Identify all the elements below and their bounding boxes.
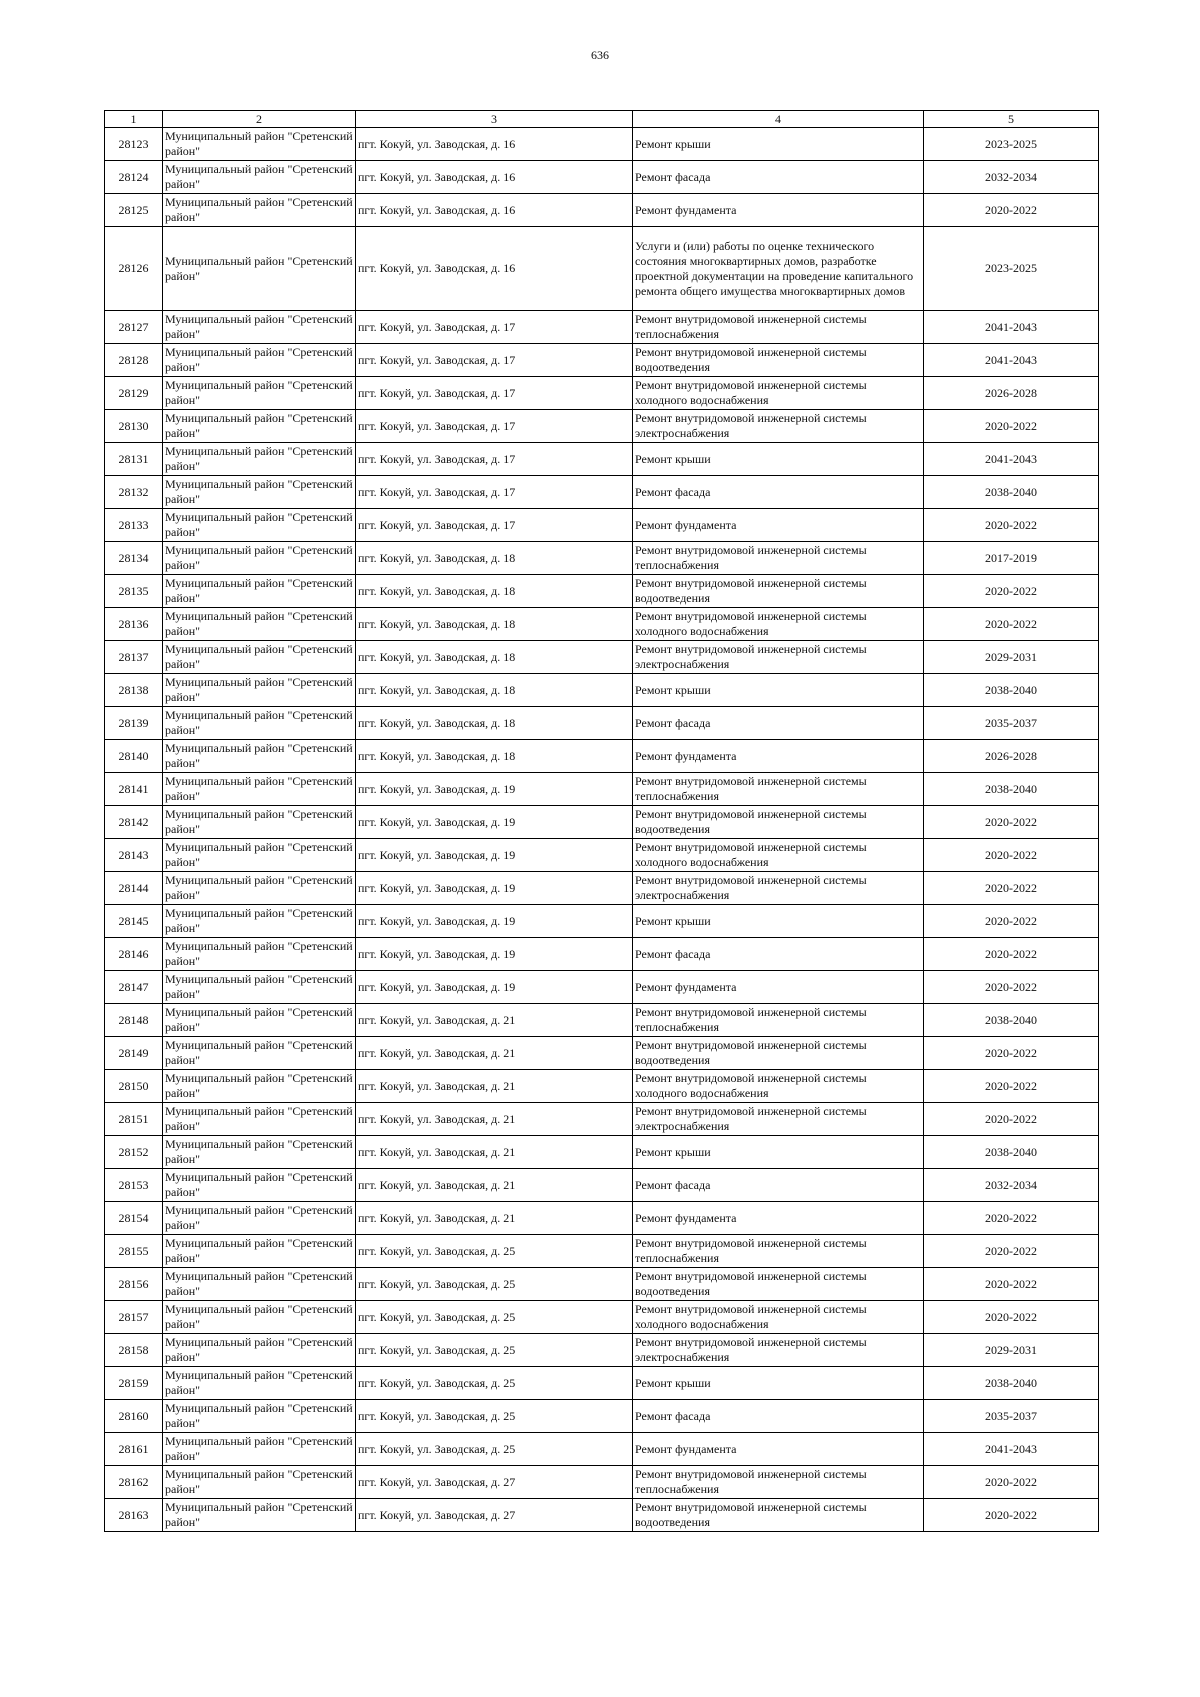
- cell-address: пгт. Кокуй, ул. Заводская, д. 19: [356, 971, 633, 1004]
- column-header-2: 2: [163, 111, 356, 128]
- cell-address: пгт. Кокуй, ул. Заводская, д. 19: [356, 872, 633, 905]
- cell-address: пгт. Кокуй, ул. Заводская, д. 21: [356, 1202, 633, 1235]
- cell-work-type: Ремонт внутридомовой инженерной системы холодного водоснабжения: [633, 839, 924, 872]
- cell-work-type: Ремонт внутридомовой инженерной системы водоотведения: [633, 1037, 924, 1070]
- table-row: [105, 194, 1099, 227]
- cell-municipality: Муниципальный район "Сретенский район": [163, 227, 356, 311]
- cell-municipality: Муниципальный район "Сретенский район": [163, 194, 356, 227]
- cell-row-number: 28157: [105, 1301, 163, 1334]
- cell-work-type: Ремонт фундамента: [633, 1202, 924, 1235]
- cell-work-type: Ремонт внутридомовой инженерной системы электроснабжения: [633, 1103, 924, 1136]
- cell-municipality: Муниципальный район "Сретенский район": [163, 839, 356, 872]
- repair-schedule-table: [104, 110, 1099, 1532]
- cell-period: 2038-2040: [924, 674, 1099, 707]
- table-row: [105, 773, 1099, 806]
- cell-row-number: 28151: [105, 1103, 163, 1136]
- cell-period: 2026-2028: [924, 377, 1099, 410]
- cell-municipality: Муниципальный район "Сретенский район": [163, 971, 356, 1004]
- table-row: [105, 377, 1099, 410]
- cell-municipality: Муниципальный район "Сретенский район": [163, 443, 356, 476]
- cell-address: пгт. Кокуй, ул. Заводская, д. 25: [356, 1433, 633, 1466]
- table-row: [105, 1400, 1099, 1433]
- cell-period: 2020-2022: [924, 194, 1099, 227]
- cell-municipality: Муниципальный район "Сретенский район": [163, 740, 356, 773]
- cell-address: пгт. Кокуй, ул. Заводская, д. 25: [356, 1400, 633, 1433]
- cell-row-number: 28134: [105, 542, 163, 575]
- cell-municipality: Муниципальный район "Сретенский район": [163, 1367, 356, 1400]
- cell-work-type: Ремонт внутридомовой инженерной системы электроснабжения: [633, 872, 924, 905]
- cell-row-number: 28159: [105, 1367, 163, 1400]
- table-row: [105, 839, 1099, 872]
- cell-address: пгт. Кокуй, ул. Заводская, д. 18: [356, 674, 633, 707]
- cell-municipality: Муниципальный район "Сретенский район": [163, 1433, 356, 1466]
- cell-period: 2041-2043: [924, 344, 1099, 377]
- cell-municipality: Муниципальный район "Сретенский район": [163, 938, 356, 971]
- cell-row-number: 28123: [105, 128, 163, 161]
- table-row: [105, 707, 1099, 740]
- table-row: [105, 1466, 1099, 1499]
- table-row: [105, 1301, 1099, 1334]
- cell-period: 2020-2022: [924, 1268, 1099, 1301]
- cell-address: пгт. Кокуй, ул. Заводская, д. 16: [356, 194, 633, 227]
- cell-period: 2020-2022: [924, 575, 1099, 608]
- table-body: [105, 128, 1099, 1532]
- cell-period: 2038-2040: [924, 476, 1099, 509]
- cell-address: пгт. Кокуй, ул. Заводская, д. 18: [356, 542, 633, 575]
- cell-address: пгт. Кокуй, ул. Заводская, д. 21: [356, 1103, 633, 1136]
- table-row: [105, 1433, 1099, 1466]
- cell-address: пгт. Кокуй, ул. Заводская, д. 19: [356, 806, 633, 839]
- cell-work-type: Ремонт фасада: [633, 707, 924, 740]
- cell-period: 2020-2022: [924, 1301, 1099, 1334]
- column-header-1: 1: [105, 111, 163, 128]
- cell-address: пгт. Кокуй, ул. Заводская, д. 17: [356, 377, 633, 410]
- cell-row-number: 28126: [105, 227, 163, 311]
- cell-period: 2041-2043: [924, 311, 1099, 344]
- cell-address: пгт. Кокуй, ул. Заводская, д. 17: [356, 311, 633, 344]
- cell-municipality: Муниципальный район "Сретенский район": [163, 1268, 356, 1301]
- cell-municipality: Муниципальный район "Сретенский район": [163, 1400, 356, 1433]
- cell-period: 2020-2022: [924, 839, 1099, 872]
- cell-work-type: Ремонт внутридомовой инженерной системы водоотведения: [633, 344, 924, 377]
- cell-municipality: Муниципальный район "Сретенский район": [163, 707, 356, 740]
- table-row: [105, 1103, 1099, 1136]
- cell-period: 2020-2022: [924, 971, 1099, 1004]
- cell-municipality: Муниципальный район "Сретенский район": [163, 674, 356, 707]
- cell-row-number: 28162: [105, 1466, 163, 1499]
- cell-address: пгт. Кокуй, ул. Заводская, д. 18: [356, 575, 633, 608]
- cell-period: 2017-2019: [924, 542, 1099, 575]
- cell-address: пгт. Кокуй, ул. Заводская, д. 21: [356, 1070, 633, 1103]
- cell-row-number: 28152: [105, 1136, 163, 1169]
- cell-row-number: 28129: [105, 377, 163, 410]
- cell-address: пгт. Кокуй, ул. Заводская, д. 21: [356, 1136, 633, 1169]
- table-row: [105, 410, 1099, 443]
- cell-work-type: Ремонт фундамента: [633, 1433, 924, 1466]
- cell-municipality: Муниципальный район "Сретенский район": [163, 1202, 356, 1235]
- cell-work-type: Ремонт фасада: [633, 161, 924, 194]
- cell-work-type: Ремонт фасада: [633, 476, 924, 509]
- cell-work-type: Ремонт фундамента: [633, 194, 924, 227]
- cell-address: пгт. Кокуй, ул. Заводская, д. 17: [356, 443, 633, 476]
- cell-municipality: Муниципальный район "Сретенский район": [163, 872, 356, 905]
- cell-row-number: 28145: [105, 905, 163, 938]
- cell-row-number: 28130: [105, 410, 163, 443]
- cell-row-number: 28153: [105, 1169, 163, 1202]
- cell-period: 2038-2040: [924, 1004, 1099, 1037]
- cell-municipality: Муниципальный район "Сретенский район": [163, 806, 356, 839]
- cell-period: 2038-2040: [924, 1136, 1099, 1169]
- cell-row-number: 28147: [105, 971, 163, 1004]
- cell-work-type: Ремонт внутридомовой инженерной системы водоотведения: [633, 806, 924, 839]
- cell-period: 2020-2022: [924, 608, 1099, 641]
- cell-municipality: Муниципальный район "Сретенский район": [163, 1235, 356, 1268]
- cell-period: 2020-2022: [924, 872, 1099, 905]
- cell-address: пгт. Кокуй, ул. Заводская, д. 19: [356, 938, 633, 971]
- cell-work-type: Ремонт крыши: [633, 1367, 924, 1400]
- cell-municipality: Муниципальный район "Сретенский район": [163, 311, 356, 344]
- cell-address: пгт. Кокуй, ул. Заводская, д. 25: [356, 1268, 633, 1301]
- table-row: [105, 938, 1099, 971]
- cell-row-number: 28148: [105, 1004, 163, 1037]
- table-row: [105, 641, 1099, 674]
- cell-row-number: 28138: [105, 674, 163, 707]
- cell-period: 2020-2022: [924, 905, 1099, 938]
- cell-period: 2026-2028: [924, 740, 1099, 773]
- cell-municipality: Муниципальный район "Сретенский район": [163, 1466, 356, 1499]
- cell-row-number: 28160: [105, 1400, 163, 1433]
- cell-period: 2020-2022: [924, 410, 1099, 443]
- cell-municipality: Муниципальный район "Сретенский район": [163, 476, 356, 509]
- cell-address: пгт. Кокуй, ул. Заводская, д. 21: [356, 1037, 633, 1070]
- cell-row-number: 28149: [105, 1037, 163, 1070]
- cell-address: пгт. Кокуй, ул. Заводская, д. 19: [356, 839, 633, 872]
- cell-municipality: Муниципальный район "Сретенский район": [163, 905, 356, 938]
- cell-address: пгт. Кокуй, ул. Заводская, д. 17: [356, 410, 633, 443]
- cell-work-type: Ремонт крыши: [633, 128, 924, 161]
- cell-municipality: Муниципальный район "Сретенский район": [163, 161, 356, 194]
- cell-municipality: Муниципальный район "Сретенский район": [163, 1334, 356, 1367]
- cell-row-number: 28142: [105, 806, 163, 839]
- table-row: [105, 608, 1099, 641]
- cell-work-type: Ремонт внутридомовой инженерной системы холодного водоснабжения: [633, 1301, 924, 1334]
- cell-work-type: Ремонт внутридомовой инженерной системы теплоснабжения: [633, 1235, 924, 1268]
- table-row: [105, 227, 1099, 311]
- cell-period: 2020-2022: [924, 1235, 1099, 1268]
- cell-municipality: Муниципальный район "Сретенский район": [163, 542, 356, 575]
- cell-work-type: Ремонт внутридомовой инженерной системы электроснабжения: [633, 1334, 924, 1367]
- cell-address: пгт. Кокуй, ул. Заводская, д. 19: [356, 905, 633, 938]
- table-row: [105, 344, 1099, 377]
- cell-period: 2023-2025: [924, 128, 1099, 161]
- column-header-3: 3: [356, 111, 633, 128]
- cell-row-number: 28133: [105, 509, 163, 542]
- cell-work-type: Услуги и (или) работы по оценке технического состояния многоквартирных домов, разработке проектной документации на проведение капитального ремонта общего имущества многоквартирных домов: [633, 227, 924, 311]
- table-row: [105, 1169, 1099, 1202]
- cell-period: 2035-2037: [924, 1400, 1099, 1433]
- cell-work-type: Ремонт внутридомовой инженерной системы теплоснабжения: [633, 542, 924, 575]
- cell-work-type: Ремонт внутридомовой инженерной системы водоотведения: [633, 1499, 924, 1532]
- cell-work-type: Ремонт фундамента: [633, 740, 924, 773]
- table-row: [105, 542, 1099, 575]
- cell-period: 2020-2022: [924, 1103, 1099, 1136]
- table-row: [105, 1499, 1099, 1532]
- cell-municipality: Муниципальный район "Сретенский район": [163, 773, 356, 806]
- table-row: [105, 740, 1099, 773]
- cell-period: 2020-2022: [924, 1037, 1099, 1070]
- cell-work-type: Ремонт внутридомовой инженерной системы теплоснабжения: [633, 1466, 924, 1499]
- cell-municipality: Муниципальный район "Сретенский район": [163, 410, 356, 443]
- cell-row-number: 28144: [105, 872, 163, 905]
- table-row: [105, 161, 1099, 194]
- cell-work-type: Ремонт внутридомовой инженерной системы теплоснабжения: [633, 1004, 924, 1037]
- column-header-4: 4: [633, 111, 924, 128]
- cell-work-type: Ремонт фундамента: [633, 971, 924, 1004]
- table-row: [105, 476, 1099, 509]
- cell-address: пгт. Кокуй, ул. Заводская, д. 25: [356, 1235, 633, 1268]
- cell-work-type: Ремонт внутридомовой инженерной системы теплоснабжения: [633, 773, 924, 806]
- cell-municipality: Муниципальный район "Сретенский район": [163, 1004, 356, 1037]
- cell-period: 2020-2022: [924, 806, 1099, 839]
- cell-period: 2038-2040: [924, 773, 1099, 806]
- cell-row-number: 28135: [105, 575, 163, 608]
- cell-municipality: Муниципальный район "Сретенский район": [163, 509, 356, 542]
- cell-work-type: Ремонт фасада: [633, 938, 924, 971]
- table-row: [105, 1037, 1099, 1070]
- cell-address: пгт. Кокуй, ул. Заводская, д. 17: [356, 476, 633, 509]
- cell-period: 2020-2022: [924, 1466, 1099, 1499]
- table-row: [105, 1136, 1099, 1169]
- cell-row-number: 28146: [105, 938, 163, 971]
- cell-row-number: 28150: [105, 1070, 163, 1103]
- cell-period: 2032-2034: [924, 1169, 1099, 1202]
- cell-address: пгт. Кокуй, ул. Заводская, д. 18: [356, 740, 633, 773]
- cell-row-number: 28161: [105, 1433, 163, 1466]
- cell-period: 2020-2022: [924, 1202, 1099, 1235]
- table-row: [105, 1268, 1099, 1301]
- table-row: [105, 1070, 1099, 1103]
- cell-municipality: Муниципальный район "Сретенский район": [163, 128, 356, 161]
- cell-period: 2029-2031: [924, 1334, 1099, 1367]
- cell-work-type: Ремонт внутридомовой инженерной системы электроснабжения: [633, 410, 924, 443]
- table-row: [105, 1334, 1099, 1367]
- cell-work-type: Ремонт внутридомовой инженерной системы теплоснабжения: [633, 311, 924, 344]
- table-row: [105, 1367, 1099, 1400]
- cell-address: пгт. Кокуй, ул. Заводская, д. 25: [356, 1301, 633, 1334]
- cell-row-number: 28140: [105, 740, 163, 773]
- cell-address: пгт. Кокуй, ул. Заводская, д. 27: [356, 1466, 633, 1499]
- cell-row-number: 28125: [105, 194, 163, 227]
- cell-municipality: Муниципальный район "Сретенский район": [163, 344, 356, 377]
- page-number: 636: [591, 48, 609, 62]
- cell-row-number: 28143: [105, 839, 163, 872]
- cell-period: 2020-2022: [924, 1499, 1099, 1532]
- table-row: [105, 1202, 1099, 1235]
- cell-address: пгт. Кокуй, ул. Заводская, д. 18: [356, 608, 633, 641]
- cell-work-type: Ремонт внутридомовой инженерной системы водоотведения: [633, 575, 924, 608]
- cell-municipality: Муниципальный район "Сретенский район": [163, 1301, 356, 1334]
- cell-address: пгт. Кокуй, ул. Заводская, д. 18: [356, 707, 633, 740]
- cell-work-type: Ремонт внутридомовой инженерной системы холодного водоснабжения: [633, 377, 924, 410]
- cell-municipality: Муниципальный район "Сретенский район": [163, 1103, 356, 1136]
- cell-row-number: 28163: [105, 1499, 163, 1532]
- cell-row-number: 28128: [105, 344, 163, 377]
- cell-municipality: Муниципальный район "Сретенский район": [163, 608, 356, 641]
- cell-work-type: Ремонт фасада: [633, 1400, 924, 1433]
- table-row: [105, 509, 1099, 542]
- cell-work-type: Ремонт фасада: [633, 1169, 924, 1202]
- cell-period: 2020-2022: [924, 509, 1099, 542]
- cell-municipality: Муниципальный район "Сретенский район": [163, 377, 356, 410]
- table-row: [105, 872, 1099, 905]
- cell-row-number: 28156: [105, 1268, 163, 1301]
- cell-work-type: Ремонт внутридомовой инженерной системы водоотведения: [633, 1268, 924, 1301]
- table-row: [105, 311, 1099, 344]
- cell-address: пгт. Кокуй, ул. Заводская, д. 17: [356, 344, 633, 377]
- cell-period: 2041-2043: [924, 443, 1099, 476]
- cell-period: 2029-2031: [924, 641, 1099, 674]
- cell-work-type: Ремонт крыши: [633, 1136, 924, 1169]
- cell-address: пгт. Кокуй, ул. Заводская, д. 25: [356, 1334, 633, 1367]
- cell-municipality: Муниципальный район "Сретенский район": [163, 1070, 356, 1103]
- cell-address: пгт. Кокуй, ул. Заводская, д. 21: [356, 1169, 633, 1202]
- cell-address: пгт. Кокуй, ул. Заводская, д. 25: [356, 1367, 633, 1400]
- cell-address: пгт. Кокуй, ул. Заводская, д. 21: [356, 1004, 633, 1037]
- cell-row-number: 28124: [105, 161, 163, 194]
- cell-row-number: 28136: [105, 608, 163, 641]
- cell-row-number: 28155: [105, 1235, 163, 1268]
- cell-row-number: 28154: [105, 1202, 163, 1235]
- cell-municipality: Муниципальный район "Сретенский район": [163, 1037, 356, 1070]
- cell-period: 2041-2043: [924, 1433, 1099, 1466]
- table-row: [105, 575, 1099, 608]
- cell-period: 2032-2034: [924, 161, 1099, 194]
- cell-address: пгт. Кокуй, ул. Заводская, д. 19: [356, 773, 633, 806]
- cell-row-number: 28131: [105, 443, 163, 476]
- table-row: [105, 905, 1099, 938]
- cell-row-number: 28139: [105, 707, 163, 740]
- cell-work-type: Ремонт внутридомовой инженерной системы электроснабжения: [633, 641, 924, 674]
- cell-row-number: 28141: [105, 773, 163, 806]
- cell-work-type: Ремонт крыши: [633, 443, 924, 476]
- cell-work-type: Ремонт фундамента: [633, 509, 924, 542]
- cell-work-type: Ремонт крыши: [633, 674, 924, 707]
- cell-address: пгт. Кокуй, ул. Заводская, д. 16: [356, 128, 633, 161]
- table-row: [105, 128, 1099, 161]
- cell-address: пгт. Кокуй, ул. Заводская, д. 27: [356, 1499, 633, 1532]
- cell-work-type: Ремонт внутридомовой инженерной системы холодного водоснабжения: [633, 1070, 924, 1103]
- cell-period: 2020-2022: [924, 1070, 1099, 1103]
- table-row: [105, 1004, 1099, 1037]
- table-row: [105, 1235, 1099, 1268]
- cell-period: 2020-2022: [924, 938, 1099, 971]
- table-row: [105, 443, 1099, 476]
- cell-address: пгт. Кокуй, ул. Заводская, д. 17: [356, 509, 633, 542]
- cell-row-number: 28127: [105, 311, 163, 344]
- column-header-5: 5: [924, 111, 1099, 128]
- cell-municipality: Муниципальный район "Сретенский район": [163, 1499, 356, 1532]
- cell-period: 2038-2040: [924, 1367, 1099, 1400]
- table-row: [105, 806, 1099, 839]
- cell-work-type: Ремонт крыши: [633, 905, 924, 938]
- cell-period: 2035-2037: [924, 707, 1099, 740]
- cell-row-number: 28132: [105, 476, 163, 509]
- cell-municipality: Муниципальный район "Сретенский район": [163, 1169, 356, 1202]
- cell-work-type: Ремонт внутридомовой инженерной системы холодного водоснабжения: [633, 608, 924, 641]
- table-row: [105, 971, 1099, 1004]
- cell-municipality: Муниципальный район "Сретенский район": [163, 641, 356, 674]
- cell-address: пгт. Кокуй, ул. Заводская, д. 16: [356, 227, 633, 311]
- cell-municipality: Муниципальный район "Сретенский район": [163, 1136, 356, 1169]
- table-row: [105, 674, 1099, 707]
- table-header-row: [105, 111, 1099, 128]
- cell-address: пгт. Кокуй, ул. Заводская, д. 18: [356, 641, 633, 674]
- cell-municipality: Муниципальный район "Сретенский район": [163, 575, 356, 608]
- cell-address: пгт. Кокуй, ул. Заводская, д. 16: [356, 161, 633, 194]
- cell-row-number: 28137: [105, 641, 163, 674]
- cell-period: 2023-2025: [924, 227, 1099, 311]
- cell-row-number: 28158: [105, 1334, 163, 1367]
